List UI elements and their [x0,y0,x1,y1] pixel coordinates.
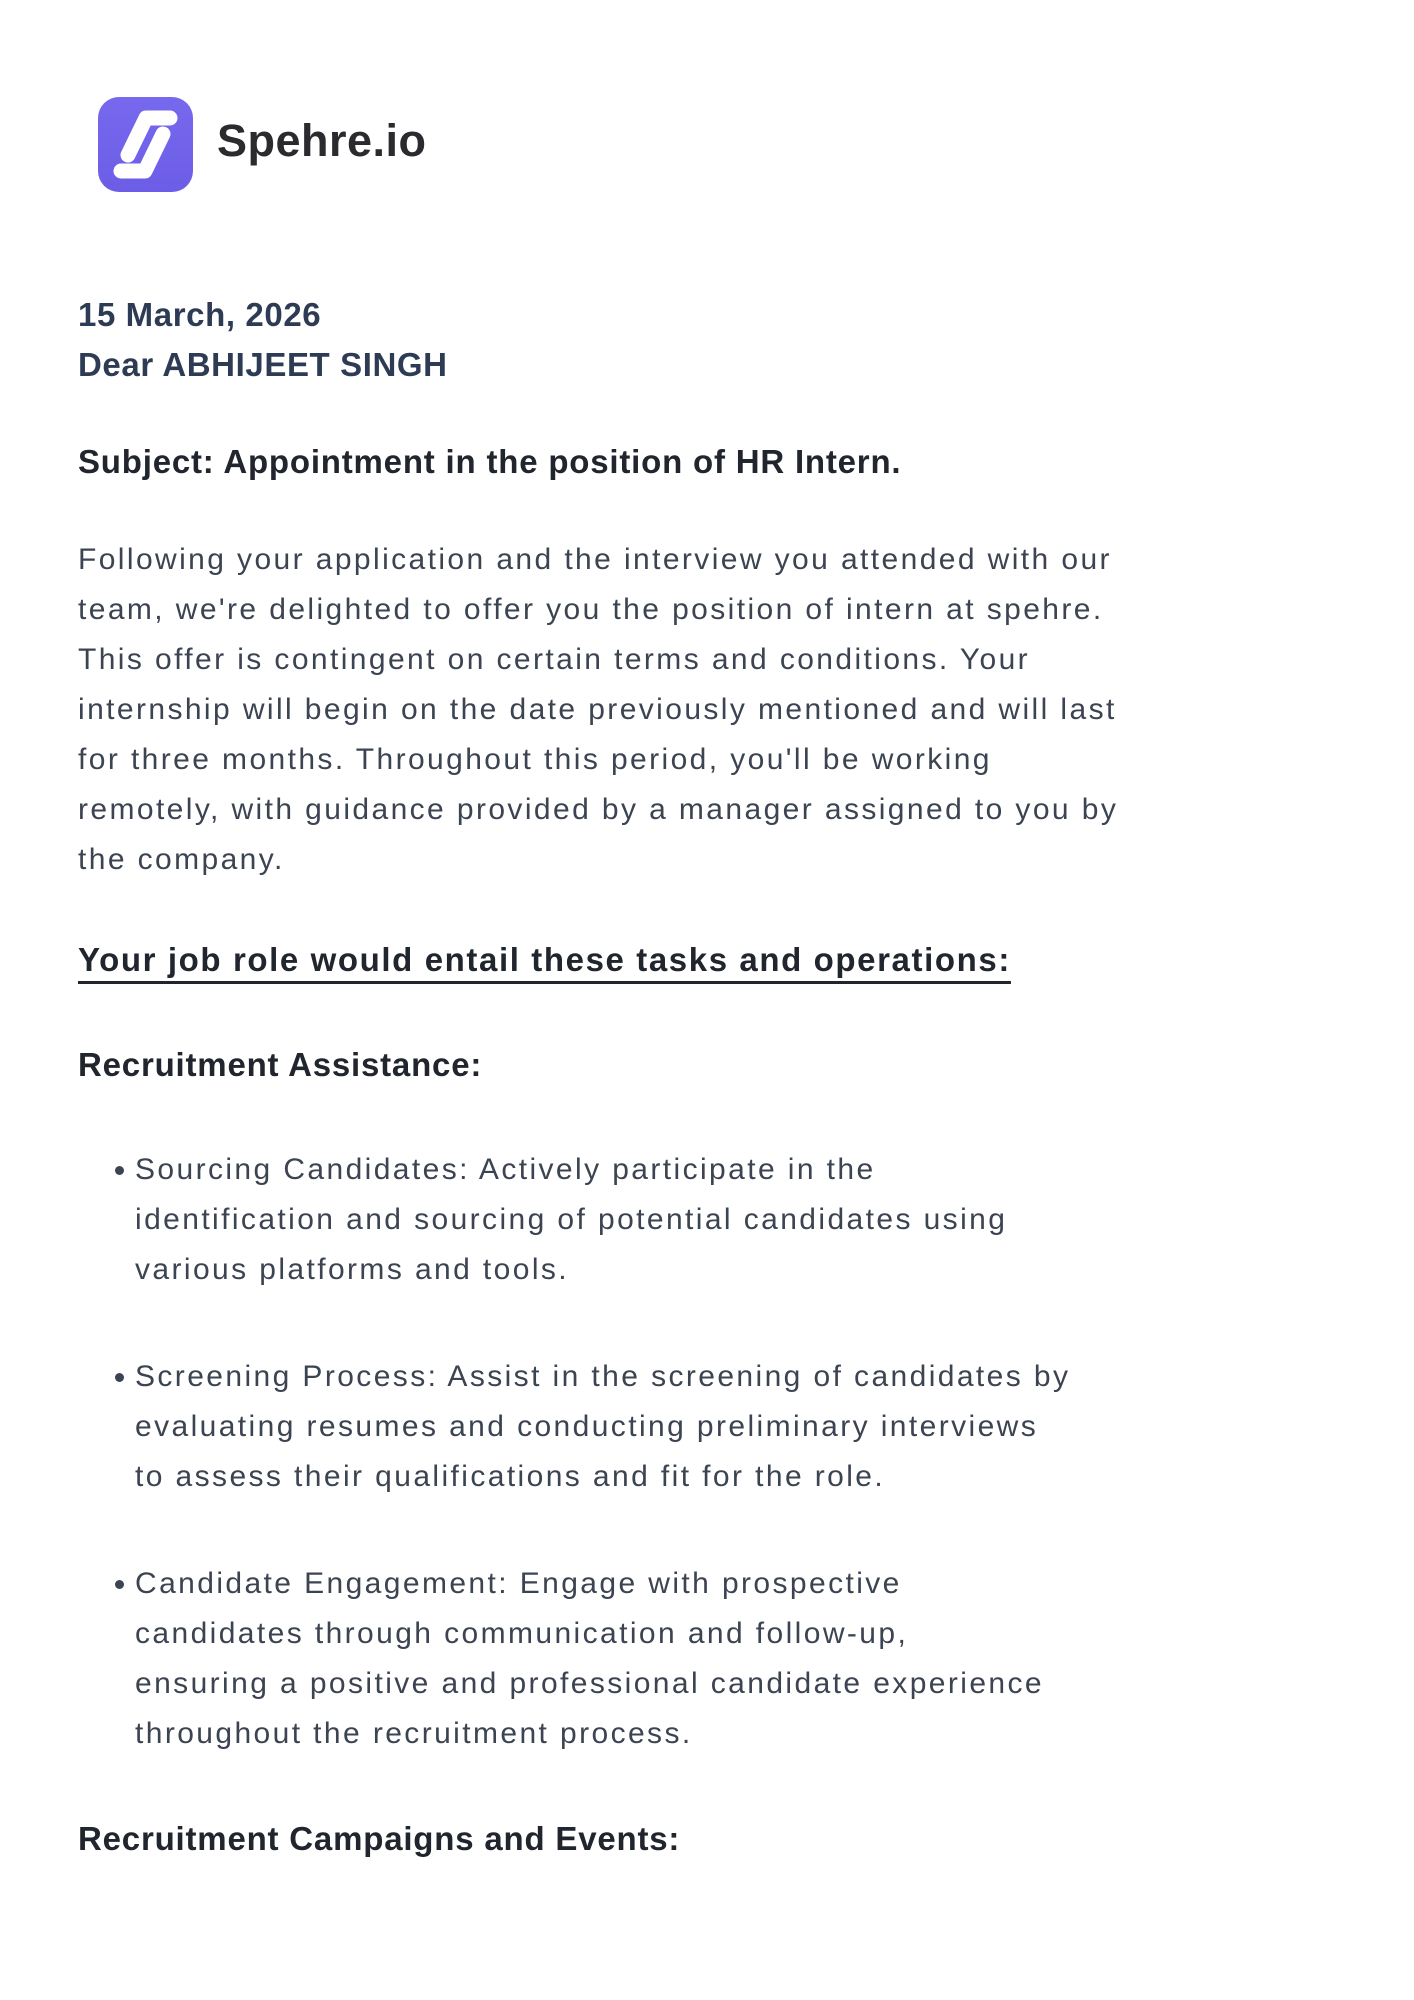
intro-paragraph [78,535,1338,885]
section-title-recruitment-assistance: Recruitment Assistance: [78,1046,483,1083]
section-title-recruitment-campaigns: Recruitment Campaigns and Events: [78,1820,681,1857]
list-item [78,1559,1338,1759]
bullet-line: Candidate Engagement: Engage with prospective [135,1567,902,1600]
subject-line: Subject: Appointment in the position of HR Intern. [78,443,902,480]
salutation: Dear ABHIJEET SINGH [78,346,448,383]
letter-header [78,290,1338,390]
spehre-logo [98,97,193,192]
tasks-heading: Your job role would entail these tasks and operations: [78,941,1011,978]
bullet-line: identification and sourcing of potential candidates using [135,1203,1008,1236]
bullet-icon [115,1580,124,1589]
intro-line: Following your application and the interview you attended with our [78,543,1112,576]
intro-line: This offer is contingent on certain terms and conditions. Your [78,643,1031,676]
intro-line: internship will begin on the date previously mentioned and will last [78,693,1117,726]
intro-line: remotely, with guidance provided by a manager assigned to you by [78,793,1119,826]
s-bolt-icon [98,97,193,192]
brand-name: Spehre.io [217,114,427,166]
bullet-icon [115,1373,124,1382]
intro-line: for three months. Throughout this period, you'll be working [78,743,992,776]
bullet-line: Sourcing Candidates: Actively participate in the [135,1153,876,1186]
intro-line: the company. [78,843,285,876]
bullet-icon [115,1166,124,1175]
tasks-list [78,1145,1338,1759]
bullet-line: candidates through communication and follow-up, [135,1617,909,1650]
list-item [78,1352,1338,1502]
bullet-line: ensuring a positive and professional candidate experience [135,1667,1044,1700]
letter-date: 15 March, 2026 [78,296,322,333]
brand-header [98,97,1338,192]
bullet-line: Screening Process: Assist in the screening of candidates by [135,1360,1071,1393]
bullet-line: evaluating resumes and conducting preliminary interviews [135,1410,1039,1443]
bullet-line: various platforms and tools. [135,1253,570,1286]
bullet-line: to assess their qualifications and fit for the role. [135,1460,886,1493]
bullet-line: throughout the recruitment process. [135,1717,693,1750]
intro-line: team, we're delighted to offer you the position of intern at spehre. [78,593,1104,626]
list-item [78,1145,1338,1295]
